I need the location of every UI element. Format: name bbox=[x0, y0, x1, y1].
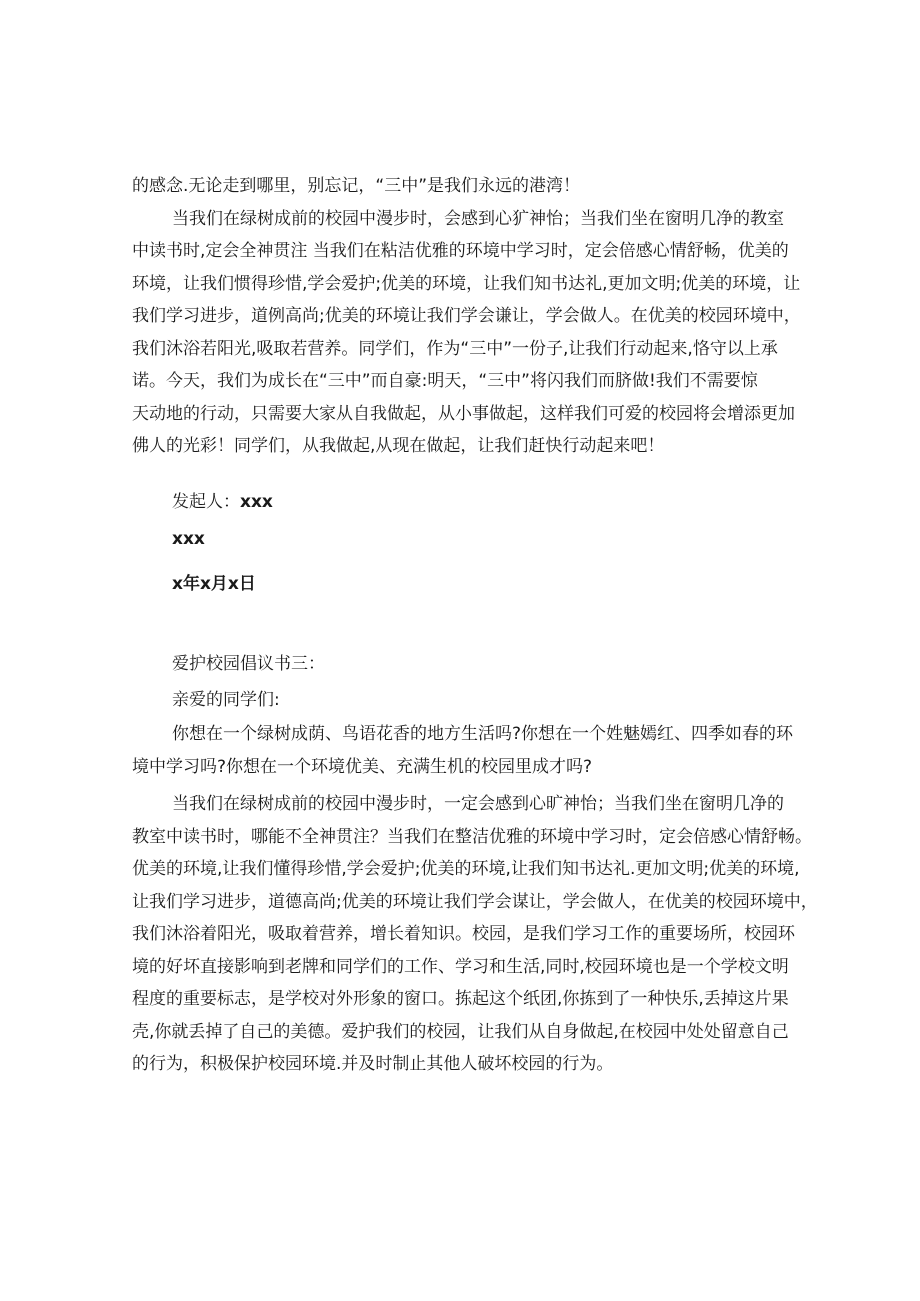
part2-paragraph-1 bbox=[132, 718, 792, 783]
text-line: 你想在一个绿树成荫、鸟语花香的地方生活吗?你想在一个姓魅嫣红、四季如春的环 bbox=[172, 724, 794, 744]
text-line: 的行为，积极保护校园环境.并及时制止其他人破坏校园的行为。 bbox=[132, 1054, 614, 1074]
text-line: 教室中读书时，哪能不全神贯注？当我们在整洁优雅的环境中学习时，定会倍感心情舒畅。 bbox=[132, 826, 812, 847]
text-line: 天动地的行动，只需要大家从自我做起，从小事做起，这样我们可爱的校园将会增添更加 bbox=[132, 403, 795, 424]
text-line: 优美的环境,让我们懂得珍惜,学会爱护;优美的环境,让我们知书达礼.更加文明;优美的环境, bbox=[132, 859, 800, 879]
text-line: 中读书时,定会全神贯注 当我们在粘洁优雅的环境中学习时，定会倍感心情舒畅，优美的 bbox=[132, 241, 789, 261]
text-line: 当我们在绿树成前的校园中漫步时，一定会感到心旷神怡；当我们坐在窗明几净的 bbox=[172, 794, 784, 814]
text-line: 境中学习吗?你想在一个环境优美、充满生机的校园里成才吗? bbox=[132, 756, 593, 777]
text-line: 诺。今天，我们为成长在“三中”而自豪:明天，“三中”将闪我们而脐做!我们不需要惊 bbox=[132, 371, 758, 391]
initiator-value: xxx bbox=[240, 492, 273, 512]
text-line: 壳,你就丢掉了自己的美德。爱护我们的校园，让我们从自身做起,在校园中处处留意自己 bbox=[132, 1021, 789, 1042]
initiator-line bbox=[172, 490, 273, 514]
text-line: 我们沐浴着阳光，吸取着营养，增长着知识。校园，是我们学习工作的重要场所，校园环 bbox=[132, 924, 795, 944]
section-title: 爱护校园倡议书三： bbox=[172, 654, 325, 674]
text-line: 我们沐浴若阳光,吸取若营养。同学们，作为“三中”一份子,让我们行动起来,恪守以上承 bbox=[132, 338, 778, 359]
text-line: 的感念.无论走到哪里，别忘记，“三中”是我们永远的港湾！ bbox=[132, 176, 581, 196]
part1-text bbox=[132, 170, 801, 463]
initiator-label: 发起人： bbox=[172, 492, 240, 512]
signature-org: xxx bbox=[172, 529, 205, 549]
greeting: 亲爱的同学们: bbox=[172, 690, 280, 710]
text-line: 让我们学习进步，道德高尚;优美的环境让我们学会谋让，学会做人，在优美的校园环境中， bbox=[132, 891, 818, 912]
part2-paragraph-2 bbox=[132, 788, 818, 1081]
text-line: 佛人的光彩！同学们，从我做起,从现在做起，让我们赶快行动起来吧！ bbox=[132, 436, 665, 456]
text-line: 当我们在绿树成前的校园中漫步时，会感到心犷神怡；当我们坐在窗明几净的教室 bbox=[172, 208, 784, 229]
text-line: 我们学习进步，道例高尚;优美的环境让我们学会谦让，学会做人。在优美的校园环境中， bbox=[132, 306, 801, 326]
signature-date: x年x月x日 bbox=[172, 574, 256, 594]
text-line: 环境，让我们惯得珍惜,学会爱护;优美的环境，让我们知书达礼,更加文明;优美的环境，让 bbox=[132, 273, 801, 294]
text-line: 境的好坏直接影响到老牌和同学们的工作、学习和生活,同时,校园环境也是一个学校文明 bbox=[132, 956, 789, 977]
text-line: 程度的重要标志，是学校对外形象的窗口。拣起这个纸团,你拣到了一种快乐,丢掉这片果 bbox=[132, 989, 789, 1009]
